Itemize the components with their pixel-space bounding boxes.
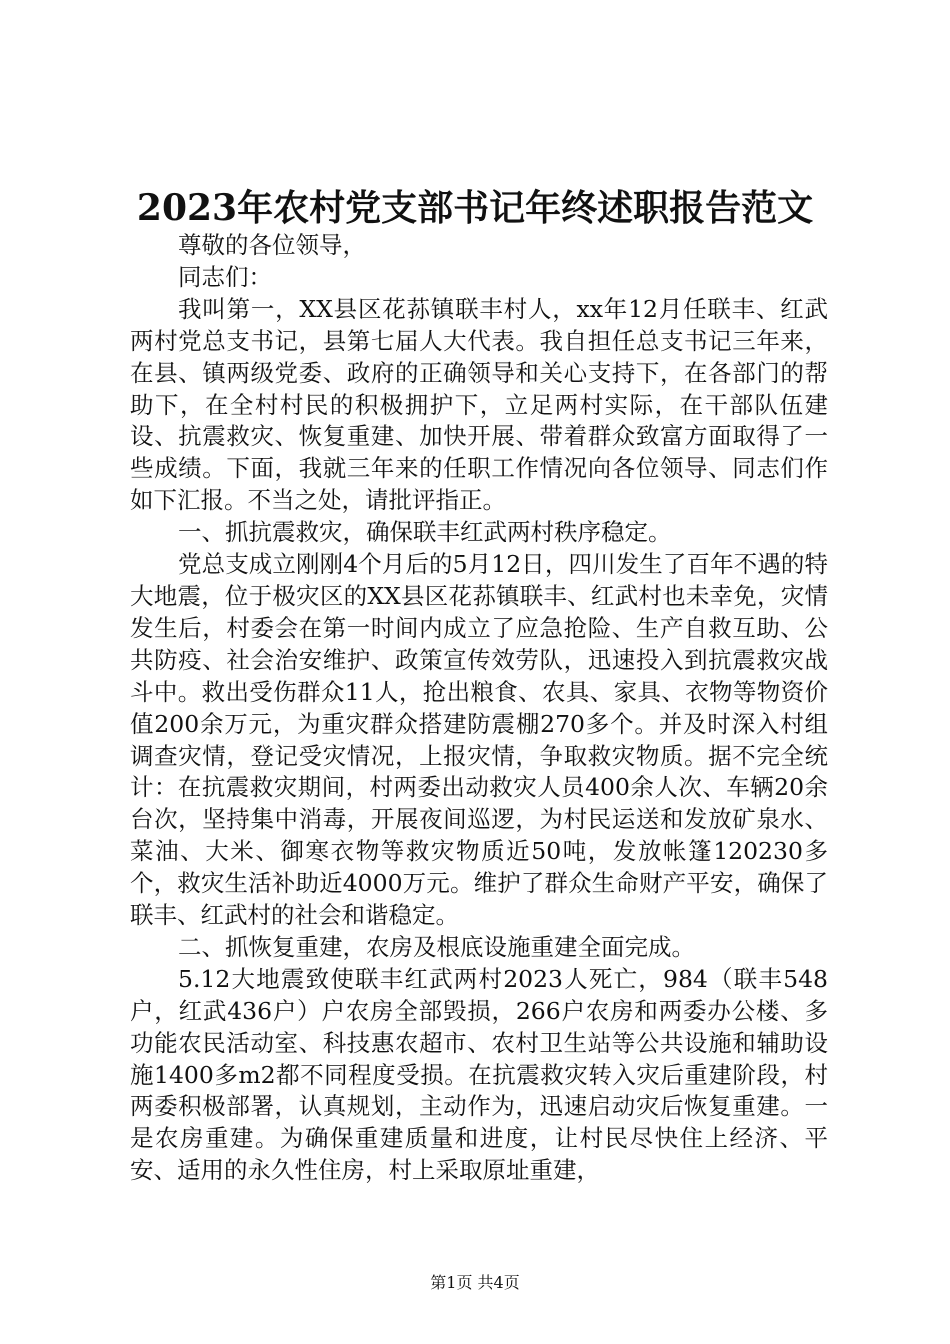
document-title: 2023年农村党支部书记年终述职报告范文 (136, 187, 814, 229)
section-1-paragraph: 党总支成立刚刚4个月后的5月12日，四川发生了百年不遇的特大地震，位于极灾区的XX县区花荪镇联丰、红武村也未幸免，灾情发生后，村委会在第一时间内成立了应急抢险、生产自救互助、公共防疫、社会治安维护、政策宣传效劳队，迅速投入到抗震救灾战斗中。救出受伤群众11人，抢出粮食、农具、家具、衣物等物资价值200余万元，为重灾群众搭建防震棚270多个。并及时深入村组调查灾情，登记受灾情况，上报灾情，争取救灾物质。据不完全统计：在抗震救灾期间，村两委出动救灾人员400余人次、车辆20余台次，坚持集中消毒，开展夜间巡逻，为村民运送和发放矿泉水、菜油、大米、御寒衣物等救灾物质近50吨，发放帐篷120230多个，救灾生活补助近4000万元。维护了群众生命财产平安，确保了联丰、红武村的社会和谐稳定。 (130, 550, 828, 930)
section-heading-1: 一、抓抗震救灾，确保联丰红武两村秩序稳定。 (178, 518, 672, 547)
section-heading-2: 二、抓恢复重建，农房及根底设施重建全面完成。 (178, 932, 695, 961)
section-2-paragraph: 5.12大地震致使联丰红武两村2023人死亡，984（联丰548户，红武436户）户农房全部毁损，266户农房和两委办公楼、多功能农民活动室、科技惠农超市、农村卫生站等公共设施和辅助设施1400多m2都不同程度受损。在抗震救灾转入灾后重建阶段，村两委积极部署，认真规划，主动作为，迅速启动灾后恢复重建。一是农房重建。为确保重建质量和进度，让村民尽快住上经济、平安、适用的永久性住房，村上采取原址重建， (130, 964, 828, 1185)
salutation-leaders: 尊敬的各位领导， (178, 231, 366, 259)
page-number-footer: 第1页 共4页 (430, 1273, 520, 1292)
document-body (130, 230, 828, 1187)
salutation-comrades: 同志们： (178, 262, 272, 291)
intro-paragraph: 我叫第一，XX县区花荪镇联丰村人，xx年12月任联丰、红武两村党总支书记，县第七届人大代表。我自担任总支书记三年来，在县、镇两级党委、政府的正确领导和关心支持下，在各部门的帮助下，在全村村民的积极拥护下，立足两村实际，在干部队伍建设、抗震救灾、恢复重建、加快开展、带着群众致富方面取得了一些成绩。下面，我就三年来的任职工作情况向各位领导、同志们作如下汇报。不当之处，请批评指正。 (130, 294, 828, 515)
